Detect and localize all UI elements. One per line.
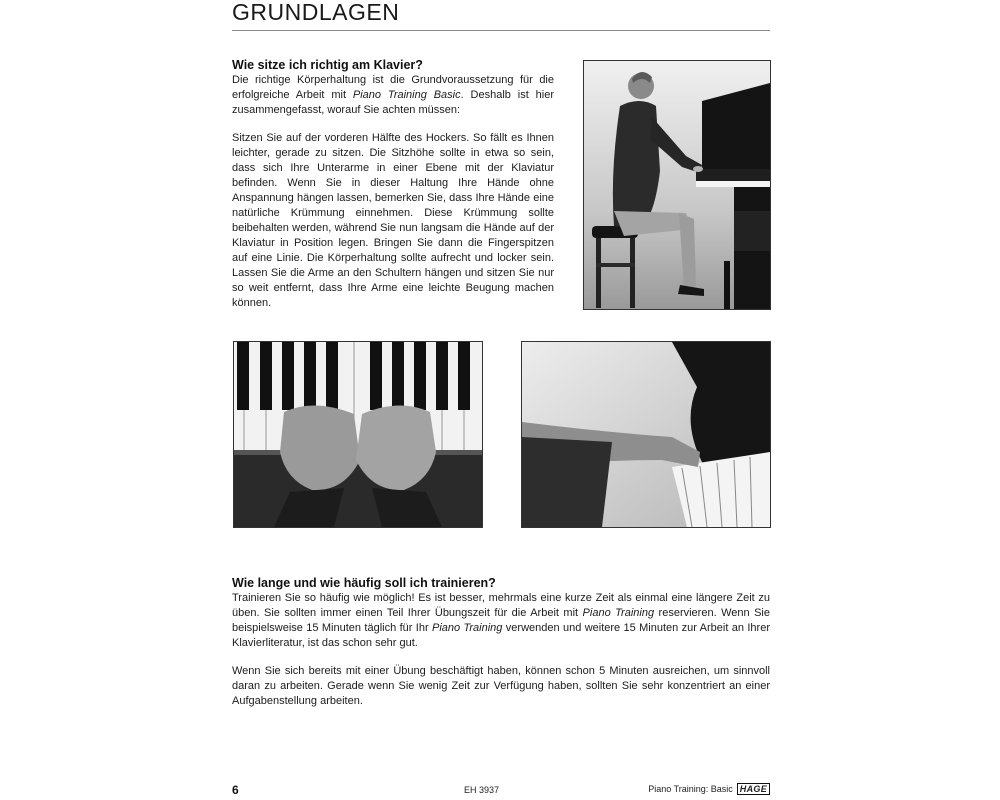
page-number: 6 (232, 783, 239, 797)
section-heading-practice: Wie lange und wie häufig soll ich trainieren? (232, 576, 496, 590)
emphasis-text: Piano Training (431, 622, 503, 634)
text-run: . Deshalb ist hier zusammengefasst, worauf Sie achten müssen: (232, 89, 555, 116)
practice-paragraph-2: Wenn Sie sich bereits mit einer Übung beschäftigt haben, können schon 5 Minuten ausreichen, um sinnvoll daran zu arbeiten. Gerade wenn Sie wenig Zeit zur Verfügung haben, sollten Sie sehr konzentriert an einer Aufgabenstellung arbeiten. (232, 665, 770, 707)
photo-hand-side-view (521, 341, 771, 528)
photo-hands-on-keyboard-image (234, 342, 482, 527)
series-title: Piano Training: Basic (648, 784, 733, 794)
text-run: Die richtige Körperhaltung ist die Grundvoraussetzung für die erfolgreiche Arbeit mit (232, 74, 554, 101)
photo-pianist-seated-image (584, 61, 770, 309)
catalog-number: EH 3937 (464, 785, 500, 795)
text-run: verwenden und weitere 15 Minuten zur Arbeit an Ihrer Klavierliteratur, ist das schon sehr gut. (232, 622, 770, 649)
text-run: Trainieren Sie so häufig wie möglich! Es ist besser, mehrmals eine kurze Zeit als einmal eine längere Zeit zu üben. Sie sollten immer einen Teil Ihrer Übungszeit für die Arbeit mit (232, 592, 770, 619)
posture-intro-paragraph (232, 73, 554, 118)
page-header (232, 0, 770, 31)
photo-hand-side-view-image (522, 342, 770, 527)
practice-paragraph-1 (232, 591, 770, 651)
publisher-logo: HAGE (737, 783, 770, 795)
section-heading-posture: Wie sitze ich richtig am Klavier? (232, 58, 423, 72)
footer-series (648, 783, 770, 795)
photo-pianist-seated (583, 60, 771, 310)
posture-detail-paragraph: Sitzen Sie auf der vorderen Hälfte des Hockers. So fällt es Ihnen leichter, gerade zu sitzen. Die Sitzhöhe sollte in etwa so sein, dass sich Ihre Unterarme in einer Ebene mit der Klaviatur befinden. Wenn Sie in dieser Haltung Ihre Hände ohne Anspannung hängen lassen, bemerken Sie, dass Ihre Hände eine natürliche Krümmung einnehmen. Diese Krümmung sollte beibehalten werden, während Sie nun langsam die Hände auf der Klaviatur in Position legen. Bringen Sie dann die Fingerspitzen auf eine Linie. Die Körperhaltung sollte aufrecht und locker sein. Lassen Sie die Arme an den Schultern hängen und sitzen Sie nur so weit entfernt, dass Ihre Arme eine leichte Beugung machen können. (232, 132, 554, 309)
text-run: reservieren. Wenn Sie beispielsweise 15 Minuten täglich für Ihr (232, 607, 770, 634)
photo-hands-on-keyboard (233, 341, 483, 528)
emphasis-text: Piano Training (582, 607, 655, 619)
emphasis-text: Piano Training Basic (352, 89, 461, 101)
page-title: GRUNDLAGEN (232, 0, 400, 25)
